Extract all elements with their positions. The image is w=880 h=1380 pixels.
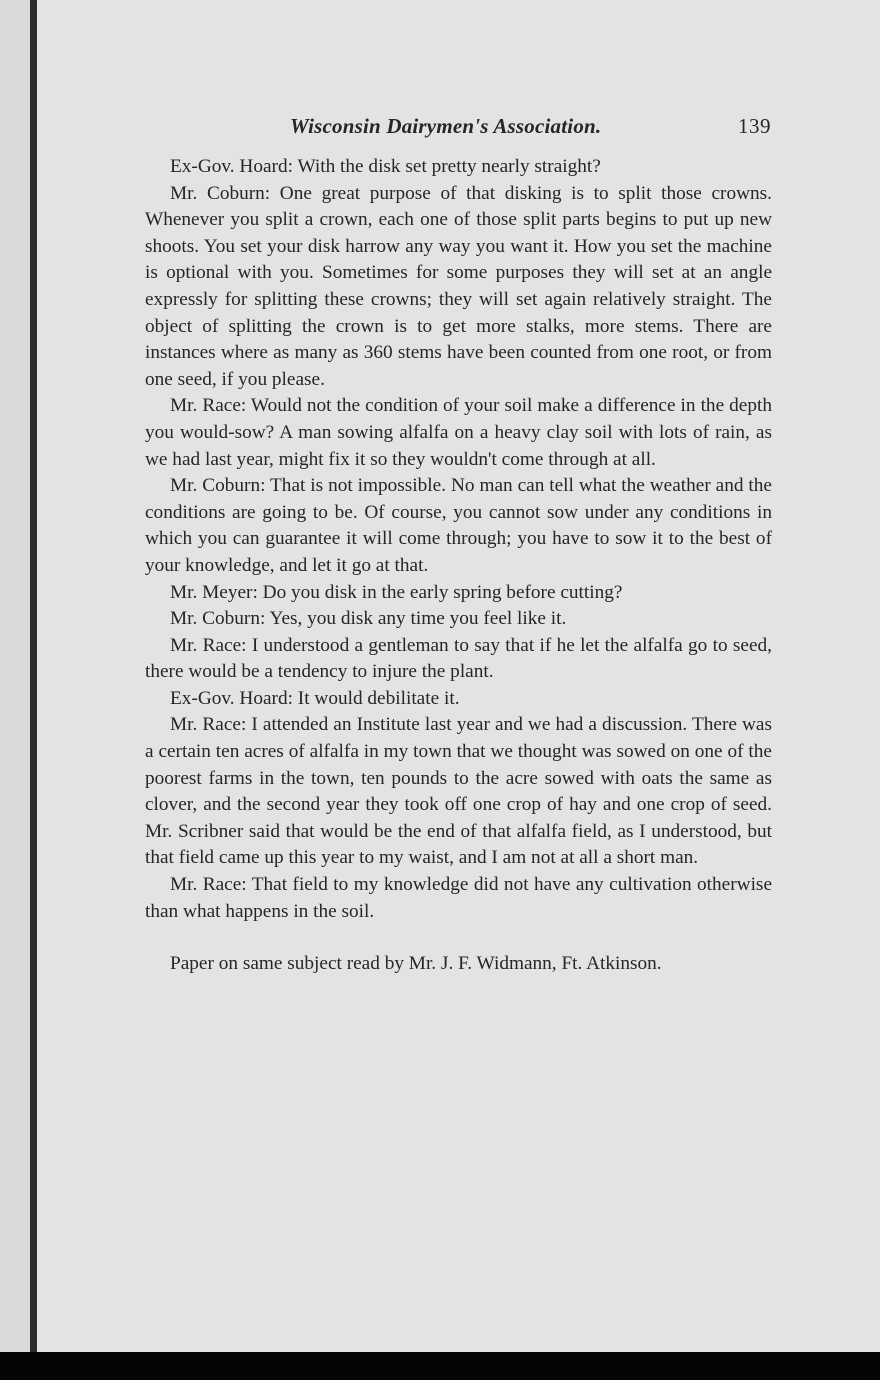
paragraph-coburn-splitting-crowns: Mr. Coburn: One great purpose of that disking is to split those crowns. Whenever you split a crown, each one of those split parts begins to put up new shoots. You set your disk harrow any way you want it. How you set the machine is optional with you. Sometimes for some purposes they will set at an angle expressly for splitting these crowns; they will set again relatively straight. The object of splitting the crown is to get more stalks, more stems. There are instances where as many as 360 stems have been counted from one root, or from one seed, if you please. — [145, 182, 772, 390]
paragraph-race-seed: Mr. Race: I understood a gentleman to say that if he let the alfalfa go to seed, there would be a tendency to injure the plant. — [145, 634, 772, 683]
paragraph-paper-note: Paper on same subject read by Mr. J. F. Widmann, Ft. Atkinson. — [170, 953, 662, 975]
adjacent-page-edge — [0, 0, 30, 1352]
page-number: 139 — [738, 114, 771, 138]
paragraph-hoard-disk-question: Ex-Gov. Hoard: With the disk set pretty nearly straight? — [170, 156, 601, 177]
paragraph-race-cultivation: Mr. Race: That field to my knowledge did not have any cultivation otherwise than what happens in the soil. — [145, 874, 772, 922]
paragraph-race-institute: Mr. Race: I attended an Institute last year and we had a discussion. There was a certain ten acres of alfalfa in my town that we thought was sowed on one of the poorest farms in the town, ten pounds to the acre sowed with oats the same as clover, and the second year they took off one crop of hay and one crop of seed. Mr. Scribner said that would be the end of that alfalfa field, as I understood, but that field came up this year to my waist, and I am not at all a short man. — [145, 714, 772, 869]
body-text — [145, 154, 772, 978]
scan-bottom-border — [0, 1352, 880, 1380]
paragraph-coburn-answer: Mr. Coburn: Yes, you disk any time you feel like it. — [170, 608, 567, 630]
running-head: Wisconsin Dairymen's Association. — [290, 114, 602, 138]
paragraph-coburn-not-impossible: Mr. Coburn: That is not impossible. No man can tell what the weather and the conditions are going to be. Of course, you cannot sow under any conditions in which you can guarantee it will come through; you have to sow it to the best of your knowledge, and let it go at that. — [145, 475, 772, 576]
paragraph-race-soil-condition: Mr. Race: Would not the condition of your soil make a difference in the depth you would-sow? A man sowing alfalfa on a heavy clay soil with lots of rain, as we had last year, might fix it so they wouldn't come through at all. — [145, 395, 772, 470]
paragraph-meyer-question: Mr. Meyer: Do you disk in the early spring before cutting? — [170, 581, 623, 603]
paragraph-hoard-debilitate: Ex-Gov. Hoard: It would debilitate it. — [170, 687, 460, 709]
book-binding-shadow — [30, 0, 37, 1352]
